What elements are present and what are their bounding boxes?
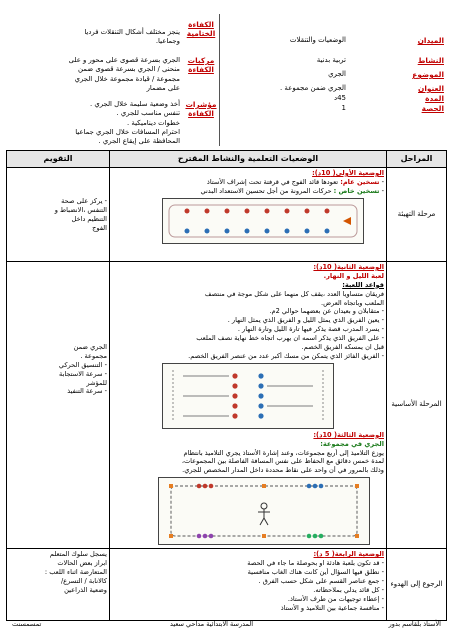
- lesson-header: [6, 14, 446, 146]
- situation-cooldown: الوضعية الرابعة( 5 د): - قد تكون بلعبة هادئة او بحوصلة ما جاء في الحصة - نطلق فيها السؤال أين كانت هناك الغاب منافسية - جمع عناصر القسم على شكل حسب الفرق . - كل قائد يدلي بملاحظاته. - إعطاء توجيهات من طرف الأستاذ. - منافسة جماعية بين التلاميذ و الأستاذ: [110, 549, 387, 621]
- col-header-evaluation: التقويم: [7, 151, 110, 168]
- situation-main: [110, 262, 387, 549]
- rules-title: قواعد اللعبة:: [342, 280, 384, 289]
- stage-warmup: مرحلة التهيئة: [387, 168, 447, 262]
- field-value: الوضعيات والتنقلات: [289, 36, 346, 44]
- group-run-text: يوزع التلاميذ إلى أربع مجموعات، وعند إشارة الأستاذ يجري التلاميذ بانتظام لمدة خمس دقائق مع الحفاظ على نفس المسافة الفاصلة بين المجموعات، وذلك بالمرور في أن واحد على نقاط محددة داخل المدار المخصص للجري.: [181, 448, 384, 475]
- running-track-figure: [158, 477, 370, 545]
- warmup-figure-svg: [163, 199, 363, 243]
- title-label: العنوان: [418, 84, 444, 93]
- situation3-title: الوضعية الثالثة( 10د):: [313, 430, 384, 439]
- night-day-figure-svg: [163, 364, 333, 428]
- field-label: الميدان: [417, 36, 444, 45]
- session-label: الحصة: [421, 104, 444, 113]
- stage-main: المرحلة الأساسية: [387, 262, 447, 549]
- competence-indicators-label: مؤشرات الكفاءة: [185, 100, 217, 119]
- warmup-formation-figure: [162, 198, 364, 244]
- evaluation-main: الجري ضمن مجموعة . - التنسيق الحركي - سرعة الاستجابة للمؤشر - سرعة التنفيذ: [7, 262, 110, 549]
- situation-warmup: الوضعية الأولى( 10د): - تسخين عام: تعودها قائد الفوج في قرفتة تحت إشراف الأستاذ - تسخين خاص : حركات المرونة من أجل تحسين الاستعداد البدني: [110, 168, 387, 262]
- title-value: الجري ضمن مجموعة .: [279, 84, 346, 92]
- game-title: لعبة الليل و النهار.: [323, 271, 384, 280]
- competence-indicators-text: أخذ وضعية سليمة خلال الجري . تنفس مناسب للجري . خطوات ديناميكية . احترام المسافات خلال الجري جماعيا المحافظة على إيقاع الجري .: [75, 100, 180, 146]
- evaluation-warmup: - يركز على صحة التنفس ،الانضباط و التنظيم داخل الفوج: [7, 168, 110, 262]
- activity-value: تربية بدنية: [316, 56, 346, 64]
- night-day-game-figure: [162, 363, 334, 429]
- topic-label: الموضوع: [412, 70, 444, 79]
- evaluation-cooldown: يسجل سلوك المتعلم ابراز بعض الحالات المتعارضة اثناء اللعب : كالانابة / التسرع/ وضعية الذراعين: [7, 549, 110, 621]
- table-row-warmup: [7, 168, 447, 262]
- competence-components-label: مركبات الكفاءة: [187, 56, 215, 75]
- duration-label: المدة: [425, 94, 444, 103]
- table-row-cooldown: [7, 549, 447, 621]
- activity-label: النشاط: [417, 56, 444, 65]
- header-divider: [219, 14, 220, 146]
- running-track-svg: [159, 478, 369, 544]
- topic-value: الجري: [328, 70, 346, 78]
- situation2-title: الوضعية الثانية( 10د):: [313, 263, 384, 271]
- footer-school: المدرسة الابتدائية مداحي سعيد: [170, 620, 254, 628]
- competence-components-text: الجري بسرعة قصوى على محور و على منحنى / الجري بسرعة قصوى ضمن مجموعة / قيادة مجموعة خلال الجري على مضمار: [68, 56, 180, 92]
- col-header-situations: الوضعيات التعلمية والنشاط المقترح: [110, 151, 387, 168]
- duration-value: 45د: [333, 94, 346, 102]
- table-header-row: [7, 151, 447, 168]
- stage-cooldown: الرجوع إلى الهدوء: [387, 549, 447, 621]
- situation1-title: الوضعية الأولى( 10د):: [312, 169, 384, 177]
- group-run-title: الجري في مجموعة:: [320, 439, 384, 448]
- footer-teacher: الأستاذ بلقاسم بدور: [388, 620, 441, 628]
- situation4-title: الوضعية الرابعة( 5 د):: [313, 550, 384, 559]
- lesson-table: [6, 150, 447, 621]
- final-competence-text: ينجز مختلف أشكال التنقلات فرديا وجماعيا.: [84, 28, 180, 46]
- session-value: 1: [341, 104, 346, 112]
- rules-list: فريقان متساويا العدد ،يقف كل منهما على شكل موجة في منتصف الملعب وباتجاه العرض. - متقابلان و بعيدان عن بعضهما حوالي 2م. - يعين الفريق الذي يمثل الليل و الفريق الذي يمثل النهار . - يسرد المدرب قصة يذكر فيها تارة الليل وتارة النهار . - على الفريق الذي يذكر اسمه ان يهرب اتجاه خط نهاية نصف الملعب قبل ان يمسكه الفريق الخصم. - الفريق الفائز الذي يتمكن من مسك أكبر عدد من عنصر الفريق الخصم.: [112, 290, 384, 361]
- footer-location: تمسمسنت: [12, 620, 42, 628]
- table-row-main: [7, 262, 447, 549]
- col-header-stages: المراحل: [387, 151, 447, 168]
- final-competence-label: الكفاءة الختامية: [186, 20, 216, 39]
